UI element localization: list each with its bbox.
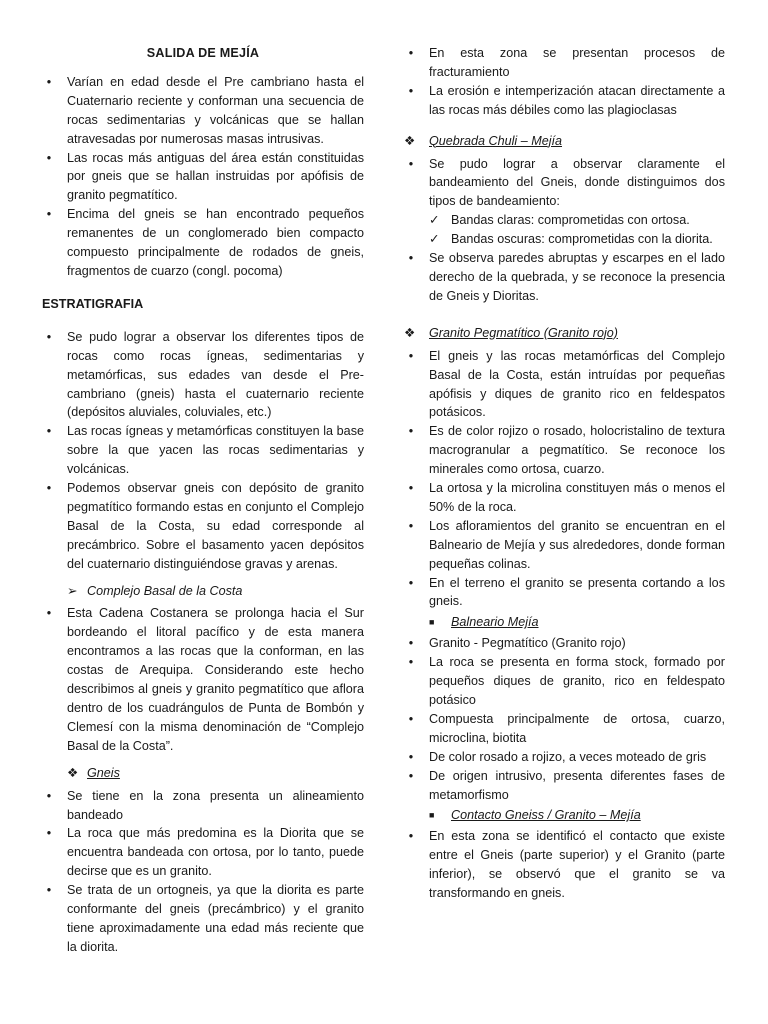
diamond-bullet-icon: ❖ — [404, 133, 416, 148]
bullet-icon: • — [408, 749, 414, 764]
list-item: • De origen intrusivo, presenta diferentes fases de metamorfismo — [404, 767, 725, 805]
diamond-bullet-icon: ❖ — [67, 765, 79, 780]
arrow-right-icon: ➢ — [67, 583, 78, 598]
list-item: • Compuesta principalmente de ortosa, cuarzo, microclina, biotita — [404, 710, 725, 748]
list-item: • La roca se presenta en forma stock, formado por pequeños diques de granito, rico en feldespato potásico — [404, 653, 725, 710]
list-item: • Se pudo lograr a observar los diferentes tipos de rocas como rocas ígneas, sedimentarias y metamórficas, sus edades van desde el Pre-cambriano (gneis) hasta el cuaternario reciente (depósitos aluviales, coluviales, etc.) — [42, 328, 364, 423]
complejo-list — [42, 604, 364, 755]
check-item: ✓ Bandas claras: comprometidas con ortosa. — [404, 211, 725, 230]
list-item: • Encima del gneis se han encontrado pequeños remanentes de un conglomerado bien compacto compuesto principalmente de rodados de gneis, fragmentos de cuarzo (congl. pocoma) — [42, 205, 364, 281]
subheading-quebrada-chuli: ❖ Quebrada Chuli – Mejía — [404, 132, 725, 151]
list-item: • La ortosa y la microlina constituyen más o menos el 50% de la roca. — [404, 479, 725, 517]
bullet-icon: • — [46, 150, 52, 165]
bullet-icon: • — [408, 46, 414, 60]
list-item: • Las rocas ígneas y metamórficas constituyen la base sobre la que yacen las rocas sedimentarias y volcánicas. — [42, 422, 364, 479]
list-item: • Las rocas más antiguas del área están constituidas por gneis que se hallan instruidas por apófisis de granito pegmatítico. — [42, 149, 364, 206]
list-item: • Granito - Pegmatítico (Granito rojo) — [404, 634, 725, 653]
bullet-icon: • — [408, 348, 414, 363]
estratigrafia-list — [42, 328, 364, 574]
list-item: • En esta zona se presentan procesos de fracturamiento — [404, 44, 725, 82]
quebrada-list — [404, 155, 725, 212]
bullet-icon: • — [408, 518, 414, 533]
list-item: • En el terreno el granito se presenta cortando a los gneis. — [404, 574, 725, 612]
checkmark-icon: ✓ — [429, 232, 440, 247]
bullet-icon: • — [408, 655, 414, 670]
list-item: • De color rosado a rojizo, a veces moteado de gris — [404, 748, 725, 767]
list-item: • La roca que más predomina es la Diorita que se encuentra bandeada con ortosa, por lo tanto, puede decirse que es un granito. — [42, 824, 364, 881]
document-title: SALIDA DE MEJÍA — [146, 46, 260, 60]
list-item: • Los afloramientos del granito se encuentran en el Balneario de Mejía y sus alrededores, donde forman pequeñas colinas. — [404, 517, 725, 574]
list-item: • Esta Cadena Costanera se prolonga hacia el Sur bordeando el litoral pacífico y de esta manera encontramos a las rocas que la conforman, en las costas de Arequipa. Considerando este hecho describimos al gneis y granito pegmatítico que aflora dentro de los cuadrángulos de Punta de Bombón y Clemesí con la misma denominación de “Complejo Basal de la Costa”. — [42, 604, 364, 755]
list-item: • Se tiene en la zona presenta un alineamiento bandeado — [42, 787, 364, 825]
bullet-icon: • — [46, 207, 52, 222]
bullet-icon: • — [408, 711, 414, 726]
checkmark-icon: ✓ — [429, 213, 440, 228]
list-item: • Podemos observar gneis con depósito de granito pegmatítico formando estas en conjunto el Complejo Basal de la Costa, su edad corresponde al precámbrico. Sobre el basamento yacen depósitos del cuaternario distinguiéndose gravas y arenas. — [42, 479, 364, 574]
list-item: • Se trata de un ortogneis, ya que la diorita es parte conformante del gneis (precámbrico) y el granito tiene aproximadamente una edad más reciente que la diorita. — [42, 881, 364, 957]
bullet-icon: • — [46, 481, 52, 496]
contacto-list — [404, 827, 725, 903]
bullet-icon: • — [408, 83, 414, 98]
square-bullet-icon: ■ — [429, 810, 435, 821]
subheading-balneario-mejia: ■ Balneario Mejía — [404, 613, 725, 632]
bullet-icon: • — [46, 788, 52, 803]
top-list — [404, 44, 725, 120]
bullet-icon: • — [408, 636, 414, 651]
bullet-icon: • — [408, 768, 414, 783]
right-column — [404, 44, 725, 903]
bullet-icon: • — [408, 424, 414, 439]
bullet-icon: • — [408, 481, 414, 496]
intro-list — [42, 73, 364, 281]
bullet-icon: • — [408, 251, 414, 266]
granito-list — [404, 347, 725, 612]
balneario-list — [404, 634, 725, 804]
bullet-icon: • — [46, 329, 52, 344]
bullet-icon: • — [46, 826, 52, 841]
diamond-bullet-icon: ❖ — [404, 325, 416, 340]
bullet-icon: • — [408, 575, 414, 590]
section-heading-estratigrafia: ESTRATIGRAFIA — [42, 296, 144, 311]
list-item: • Varían en edad desde el Pre cambriano hasta el Cuaternario reciente y conforman una secuencia de rocas sedimentarias y volcánicas que se hallan atravesadas por numerosas masas intrusivas. — [42, 73, 364, 149]
left-column — [42, 44, 364, 957]
bullet-icon: • — [408, 829, 414, 844]
list-item: • El gneis y las rocas metamórficas del Complejo Basal de la Costa, están intruídas por pequeñas apófisis y diques de granito rico en feldespatos potásicos. — [404, 347, 725, 423]
list-item: • Es de color rojizo o rosado, holocristalino de textura macrogranular a pegmatítico. Se reconoce los minerales como ortosa, cuarzo. — [404, 422, 725, 479]
list-item: • Se pudo lograr a observar claramente el bandeamiento del Gneis, donde distinguimos dos tipos de bandeamiento: — [404, 155, 725, 212]
bullet-icon: • — [46, 74, 52, 89]
bullet-icon: • — [46, 424, 52, 439]
bullet-icon: • — [46, 883, 52, 898]
check-item: ✓ Bandas oscuras: comprometidas con la diorita. — [404, 230, 725, 249]
list-item: • En esta zona se identificó el contacto que existe entre el Gneis (parte superior) y el Granito (parte inferior), se observó que el granito se va transformando en gneis. — [404, 827, 725, 903]
gneis-list — [42, 787, 364, 957]
subheading-granito-pegmatitico: ❖ Granito Pegmatítico (Granito rojo) — [404, 324, 725, 343]
list-item: • Se observa paredes abruptas y escarpes en el lado derecho de la quebrada, y se reconoce la presencia de Gneis y Dioritas. — [404, 249, 725, 306]
subheading-complejo-basal: ➢ Complejo Basal de la Costa — [42, 582, 364, 601]
bullet-icon: • — [408, 156, 414, 171]
bandeamiento-checklist — [404, 211, 725, 249]
subheading-gneis: ❖ Gneis — [42, 764, 364, 783]
quebrada-list-2 — [404, 249, 725, 306]
list-item: • La erosión e intemperización atacan directamente a las rocas más débiles como las plagioclasas — [404, 82, 725, 120]
bullet-icon: • — [46, 606, 52, 621]
subheading-contacto-gneiss-granito: ■ Contacto Gneiss / Granito – Mejía — [404, 806, 725, 825]
square-bullet-icon: ■ — [429, 617, 435, 628]
